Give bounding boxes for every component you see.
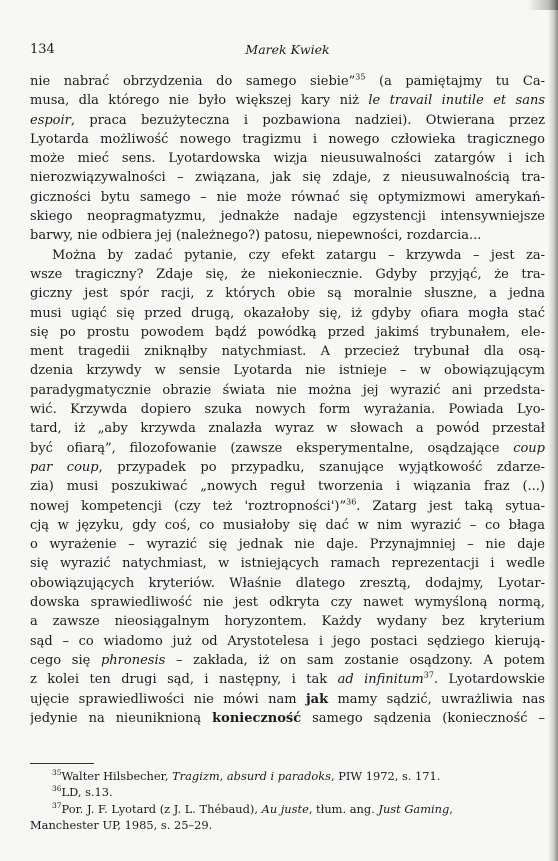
text-line: sąd – co wiadomo już od Arystotelesa i jego postaci sędziego kierują- bbox=[30, 633, 545, 649]
paragraph-start-line: Można by zadać pytanie, czy efekt zatargu – krzywda – jest za- bbox=[52, 247, 545, 263]
page-corner-shade bbox=[528, 0, 558, 10]
emphasis: ad infinitum bbox=[337, 672, 424, 688]
text-line: ment tragedii zniknąłby natychmiast. A przecież trybunał dla osą- bbox=[30, 344, 545, 360]
text-line: paradygmatycznie obrazie świata nie można jej wyrazić ani przedsta- bbox=[30, 382, 545, 398]
text-line: się wyrazić natychmiast, w istniejących ramach reprezentacji i wedle bbox=[30, 556, 545, 572]
text-line: cego się phronesis – zakłada, iż on sam zostanie osądzony. A potem bbox=[30, 652, 545, 668]
text-line: obowiązujących kryteriów. Właśnie dlatego zresztą, dodajmy, Lyotar- bbox=[30, 575, 545, 591]
text-line: espoir, praca bezużyteczna i pozbawiona nadziei). Otwierana przez bbox=[30, 112, 545, 128]
text-line: nierozwiązywalności – związana, jak się zdaje, z nieusuwalnością tra- bbox=[30, 170, 545, 186]
text-line: dzenia krzywdy w sensie Lyotarda nie istnieje – w obowiązującym bbox=[30, 363, 545, 379]
page-edge-shadow bbox=[548, 0, 558, 861]
footnote-37-continuation: Manchester UP, 1985, s. 25–29. bbox=[30, 818, 213, 833]
text-line: tard, iż „aby krzywda znalazła wyraz w słowach a powód przestał bbox=[30, 421, 545, 437]
text-line: się po prostu powodem bądź powódką przed jakimś trybunałem, ele- bbox=[30, 324, 545, 340]
page-header bbox=[30, 42, 545, 62]
text-line: barwy, nie odbiera jej (należnego?) patosu, niepewności, rozdarcia... bbox=[30, 228, 482, 244]
footnote-37: $^{37}$Por. J. F. Lyotard (z J. L. Thébaud), Au juste, tłum. ang. Just Gaming, bbox=[52, 801, 453, 816]
text-line: jedynie na nieuniknioną konieczność samego sądzenia (konieczność – bbox=[30, 710, 545, 726]
emphasis: phronesis bbox=[100, 652, 166, 668]
emphasis: le travail inutile et sans bbox=[368, 93, 545, 109]
footnote-ref-37: 37 bbox=[423, 670, 434, 680]
running-head: Marek Kwiek bbox=[245, 42, 330, 57]
text-line: cją w języku, gdy coś, co musiałoby się dać w nim wyrazić – co błaga bbox=[30, 517, 545, 533]
text-line: dowska sprawiedliwość nie jest odkryta czy nawet wymyśloną normą, bbox=[30, 595, 545, 611]
text-line: musa, dla którego nie było większej kary niż le travail inutile et sans bbox=[30, 93, 545, 109]
text-line: może mieć sens. Lyotardowska wizja nieusuwalności zatargów i ich bbox=[30, 151, 545, 167]
text-line: a zawsze nieosiągalnym horyzontem. Każdy wydany bez kryterium bbox=[30, 614, 545, 630]
text-line: Lyotarda możliwość nowego tragizmu i nowego człowieka tragicznego bbox=[30, 131, 545, 147]
footnote-separator bbox=[30, 763, 94, 764]
text-line: nowej kompetencji (czy też 'roztropności')”$^{36}$. Zatarg jest taką sytua- bbox=[30, 497, 545, 514]
text-line: ujęcie sprawiedliwości nie mówi nam jak mamy sądzić, uwrażliwia nas bbox=[30, 691, 545, 707]
text-line: wsze tragiczny? Zdaje się, że niekoniecznie. Gdyby przyjąć, że tra- bbox=[30, 266, 545, 282]
emphasis: coup bbox=[513, 440, 545, 456]
text-line: wić. Krzywda dopiero szuka nowych form wyrażania. Powiada Lyo- bbox=[30, 402, 545, 418]
text-line: z kolei ten drugi sąd, i następny, i tak ad infinitum$^{37}$. Lyotardowskie bbox=[30, 670, 545, 688]
footnote-35: $^{35}$Walter Hilsbecher, Tragizm, absurd i paradoks, PIW 1972, s. 171. bbox=[52, 768, 441, 783]
emphasis: par coup bbox=[30, 459, 99, 475]
text-line: być ofiarą”, filozofowanie (zawsze eksperymentalne, osądzające coup bbox=[30, 440, 545, 456]
bold-emphasis: jak bbox=[305, 691, 329, 707]
text-line: par coup, przypadek po przypadku, szanujące wyjątkowość zdarze- bbox=[30, 459, 545, 475]
text-line: o wyrażenie – wyrazić się jednak nie daje. Przynajmniej – nie daje bbox=[30, 537, 545, 553]
footnotes bbox=[30, 768, 545, 834]
text-line: skiego neopragmatyzmu, jednakże nadaje egzystencji intensywniejsze bbox=[30, 209, 545, 225]
emphasis: espoir bbox=[30, 112, 71, 128]
body-text bbox=[30, 72, 545, 728]
footnote-ref-36: 36 bbox=[346, 497, 357, 507]
footnote-ref-35: 35 bbox=[355, 72, 366, 82]
page-number: 134 bbox=[30, 42, 55, 57]
text-line: nie nabrać obrzydzenia do samego siebie”$^{35}$ (a pamiętajmy tu Ca- bbox=[30, 72, 545, 89]
bold-emphasis: konieczność bbox=[212, 710, 302, 726]
text-line: giczności bytu samego – nie może równać się optymizmowi amerykań- bbox=[30, 189, 545, 205]
footnote-36: $^{36}$LD, s.13. bbox=[52, 784, 113, 800]
text-line: giczny jest spór racji, z których obie są moralnie słuszne, a jedna bbox=[30, 286, 545, 302]
text-line: zia) musi poszukiwać „nowych reguł tworzenia i wiązania fraz (...) bbox=[30, 479, 545, 495]
text-line: musi ugiąć się przed drugą, okazałoby się, iż gdyby ofiara mogła stać bbox=[30, 305, 545, 321]
